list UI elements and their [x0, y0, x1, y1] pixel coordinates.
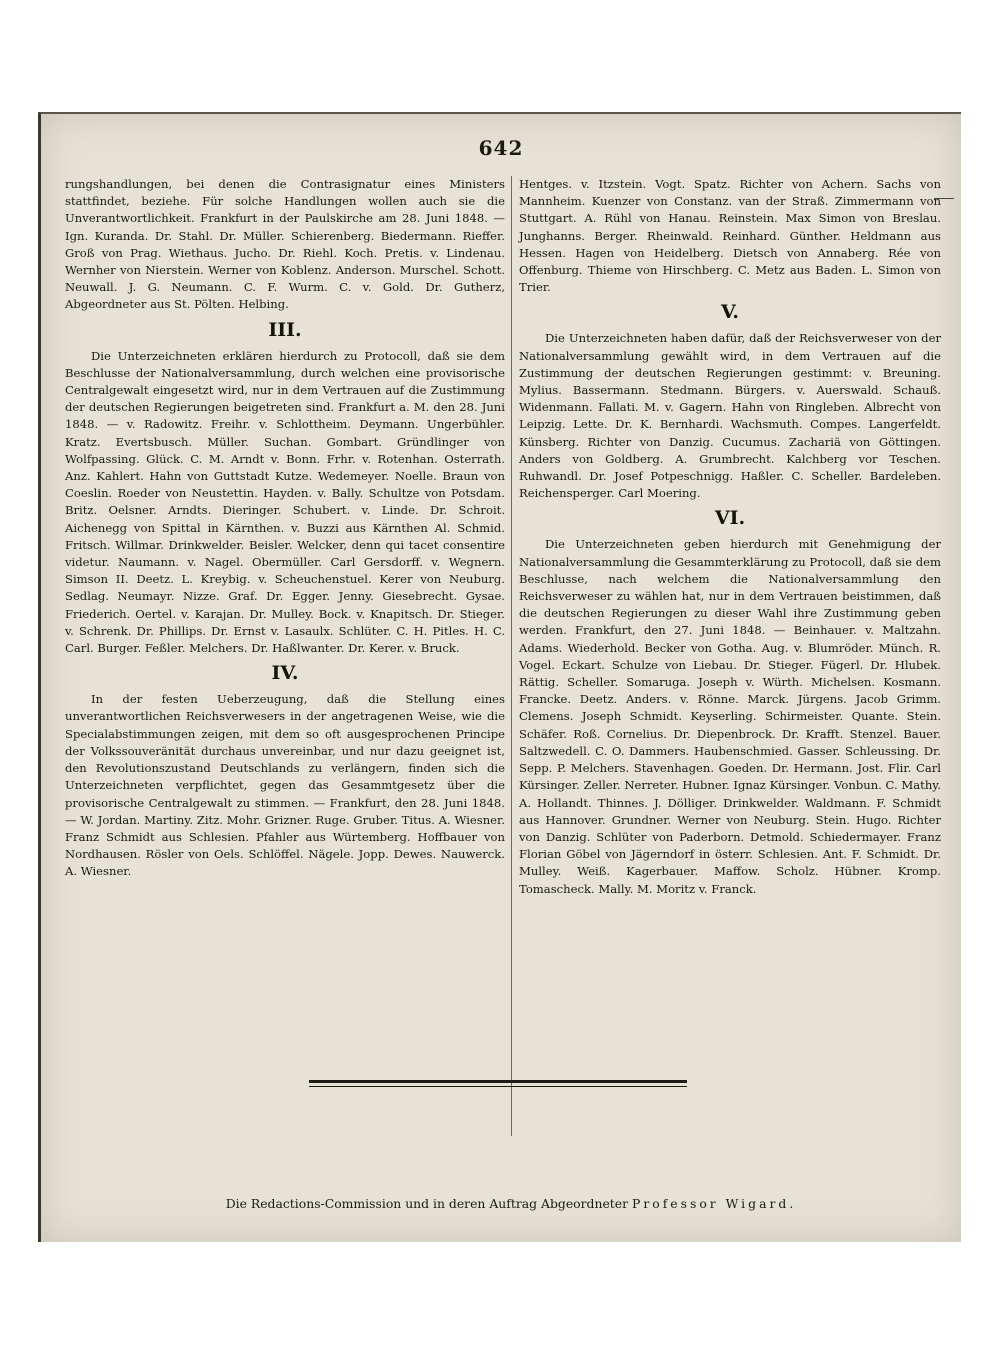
section-heading-iii: III.	[268, 318, 302, 341]
right-column	[519, 176, 941, 898]
newspaper-page	[38, 112, 961, 1242]
section-vi-text: Die Unterzeichneten geben hierdurch mit Genehmigung der Nationalversammlung die Gesammterklärung zu Protocoll, daß sie dem Beschlusse, nach welchem die Nationalversammlung den Reichsverweser zu wählen hat, nur in dem Vertrauen beistimmen, daß die deutschen Regierungen zu dieser Wahl ihre Zustimmung geben werden. Frankfurt, den 27. Juni 1848. — Beinhauer. v. Maltzahn. Adams. Wiederhold. Becker von Gotha. Aug. v. Blumröder. Münch. R. Vogel. Eckart. Schulze von Liebau. Dr. Stieger. Fügerl. Dr. Hlubek. Rättig. Scheller. Somaruga. Joseph v. Würth. Michelsen. Kosmann. Francke. Deetz. Anders. v. Rönne. Marck. Jürgens. Jacob Grimm. Clemens. Joseph Schmidt. Keyserling. Schirmeister. Quante. Stein. Schäfer. Roß. Cornelius. Dr. Diepenbrock. Dr. Krafft. Stenzel. Bauer. Saltzwedell. C. O. Dammers. Haubenschmied. Gasser. Schleussing. Dr. Sepp. P. Melchers. Stavenhagen. Goeden. Dr. Hermann. Jost. Flir. Carl Kürsinger. Zeller. Nerreter. Hubner. Ignaz Kürsinger. Vonbun. C. Mathy. A. Hollandt. Thinnes. J. Dölliger. Drinkwelder. Waldmann. F. Schmidt aus Hannover. Grundner. Werner von Neuburg. Stein. Hugo. Richter von Danzig. Schlüter von Paderborn. Detmold. Schiedermayer. Franz Florian Göbel von Jägerndorf in österr. Schlesien. Ant. F. Schmidt. Dr. Mulley. Weiß. Kagerbauer. Maffow. Scholz. Hübner. Kromp. Tomascheck. Mally. M. Moritz v. Franck.	[519, 537, 941, 896]
closing-rule-thin	[309, 1086, 687, 1087]
editorial-footer	[191, 1196, 831, 1211]
section-heading-v: V.	[720, 301, 740, 324]
right-opening-paragraph: Hentges. v. Itzstein. Vogt. Spatz. Richter von Achern. Sachs von Mannheim. Kuenzer von Constanz. van der Straß. Zimmermann von Stuttgart. A. Rühl von Hanau. Reinstein. Max Simon von Breslau. Junghanns. Berger. Rheinwald. Reinhard. Günther. Heldmann aus Hessen. Hagen von Heidelberg. Dietsch von Annaberg. Rée von Offenburg. Thieme von Hirschberg. C. Metz aus Baden. L. Simon von Trier.	[519, 177, 941, 295]
page-number: 642	[478, 136, 524, 160]
closing-rule-thick	[309, 1080, 687, 1083]
footer-text: Die Redactions-Commission und in deren Auftrag Abgeordneter	[225, 1196, 629, 1211]
section-heading-iv: IV.	[271, 662, 299, 685]
section-iv-text: In der festen Ueberzeugung, daß die Stellung eines unverantwortlichen Reichsverwesers in der angetragenen Weise, wie die Specialabstimmungen zeigen, mit dem so oft ausgesprochenen Principe der Volkssouveränität durchaus unvereinbar, und nur dazu geeignet ist, den Revolutionszustand Deutschlands zu verlängern, finden sich die Unterzeichneten verpflichtet, gegen das Gesammtgesetz über die provisorische Centralgewalt zu stimmen. — Frankfurt, den 28. Juni 1848. — W. Jordan. Martiny. Zitz. Mohr. Grizner. Ruge. Gruber. Titus. A. Wiesner. Franz Schmidt aus Schlesien. Pfahler aus Würtemberg. Hoffbauer von Nordhausen. Rösler von Oels. Schlöffel. Nägele. Jopp. Dewes. Nauwerck. A. Wiesner.	[65, 692, 505, 879]
section-iii-text: Die Unterzeichneten erklären hierdurch zu Protocoll, daß sie dem Beschlusse der Nationalversammlung, durch welchen eine provisorische Centralgewalt eingesetzt wird, nur in dem Vertrauen auf die Zustimmung der deutschen Regierungen beigetreten sind. Frankfurt a. M. den 28. Juni 1848. — v. Radowitz. Freihr. v. Schlottheim. Deymann. Ungerbühler. Kratz. Evertsbusch. Müller. Suchan. Gombart. Gründlinger von Wolfpassing. Glück. C. M. Arndt v. Bonn. Frhr. v. Rotenhan. Osterrath. Anz. Kahlert. Hahn von Guttstadt Kutze. Wedemeyer. Noelle. Braun von Coeslin. Roeder von Neustettin. Hayden. v. Bally. Schultze von Potsdam. Britz. Oelsner. Arndts. Dieringer. Schubert. v. Linde. Dr. Schroit. Aichenegg von Spittal in Kärnthen. v. Buzzi aus Kärnthen Al. Schmid. Fritsch. Willmar. Drinkwelder. Beisler. Welcker, denn qui tacet consentire videtur. Naumann. v. Nagel. Obermüller. Carl Gersdorff. v. Wegnern. Simson II. Deetz. L. Kreybig. v. Scheuchenstuel. Kerer von Neuburg. Sedlag. Neumayr. Nizze. Graf. Dr. Egger. Jenny. Giesebrecht. Gysae. Friederich. Oertel. v. Karajan. Dr. Mulley. Bock. v. Knapitsch. Dr. Stieger. v. Schrenk. Dr. Phillips. Dr. Ernst v. Lasaulx. Schlüter. C. H. Pitles. H. C. Carl. Burger. Feßler. Melchers. Dr. Haßlwanter. Dr. Kerer. v. Bruck.	[65, 348, 505, 656]
column-divider	[511, 176, 512, 1136]
section-heading-vi: VI.	[714, 507, 746, 530]
footer-professor: Professor Wigard.	[631, 1196, 797, 1211]
left-opening-paragraph: rungshandlungen, bei denen die Contrasignatur eines Ministers stattfindet, beziehe. Für solche Handlungen wollen auch sie die Unverantwortlichkeit. Frankfurt in der Paulskirche am 28. Juni 1848. — Ign. Kuranda. Dr. Stahl. Dr. Müller. Schierenberg. Biedermann. Rieffer. Groß von Prag. Wiethaus. Jucho. Dr. Riehl. Koch. Pretis. v. Lindenau. Wernher von Nierstein. Werner von Koblenz. Anderson. Murschel. Schott. Neuwall. J. G. Neumann. C. F. Wurm. C. v. Gold. Dr. Gutherz, Abgeordneter aus St. Pölten. Helbing.	[65, 177, 505, 312]
section-v-text: Die Unterzeichneten haben dafür, daß der Reichsverweser von der Nationalversammlung gewählt wird, in dem Vertrauen auf die Zustimmung der deutschen Regierungen gestimmt: v. Breuning. Mylius. Bassermann. Stedmann. Bürgers. v. Auerswald. Schauß. Widenmann. Fallati. M. v. Gagern. Hahn von Ringleben. Albrecht von Leipzig. Lette. Dr. K. Bernhardi. Wachsmuth. Compes. Langerfeldt. Künsberg. Richter von Danzig. Cucumus. Zachariä von Göttingen. Anders von Goldberg. A. Grumbrecht. Kalchberg vor Teschen. Ruhwandl. Dr. Josef Potpeschnigg. Haßler. C. Scheller. Bardeleben. Reichensperger. Carl Moering.	[519, 331, 941, 501]
left-column	[65, 176, 505, 881]
